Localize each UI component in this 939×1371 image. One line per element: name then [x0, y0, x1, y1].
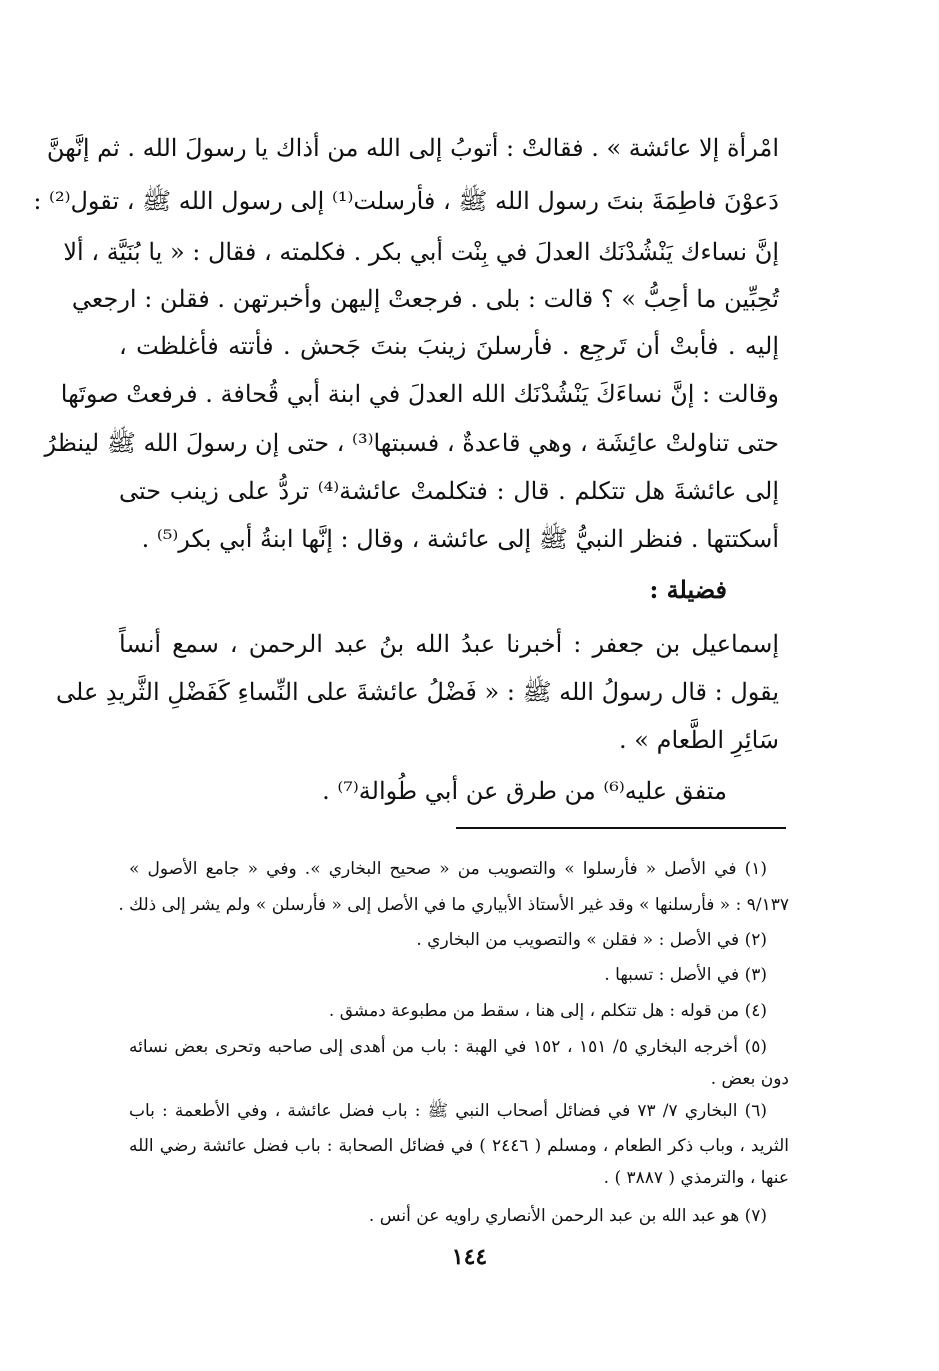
text-line: إليه . فأبتْ أن تَرجِع . فأرسلنَ زينبَ بنتَ جَحش . فأتته فأغلظت ،: [119, 332, 779, 360]
footnote-line: الثريد ، وباب ذكر الطعام ، ومسلم ( ٢٤٤٦ ) في فضائل الصحابة : باب فضل عائشة رضي الله: [129, 1136, 789, 1156]
text-line: وقالت : إنَّ نساءَكَ يَنْشُدْنَك الله العدلَ في ابنة أبي قُحافة . فرفعتْ صوتَها: [60, 380, 779, 408]
footnote-line: عنها ، والترمذي ( ٣٨٨٧ ) .: [603, 1168, 789, 1188]
text-line: أسكتتها . فنظر النبيُّ ﷺ إلى عائشة ، وقال : إنَّها ابنةُ أبي بكر⁽⁵⁾ .: [141, 525, 779, 553]
footnote-line: (٦) البخاري ٧/ ٧٣ في فضائل أصحاب النبي ﷺ : باب فضل عائشة ، وفي الأطعمة : باب: [129, 1101, 767, 1121]
footnote-line: (٧) هو عبد الله بن عبد الرحمن الأنصاري راويه عن أنس .: [368, 1206, 767, 1226]
footnote-line: ٩/١٣٧ : « فأرسلنها » وقد غير الأستاذ الأبياري ما في الأصل إلى « فأرسلن » ولم يشر إلى ذلك .: [118, 895, 789, 915]
page-number: ١٤٤: [451, 1244, 488, 1270]
footnote-line: (١) في الأصل « فأرسلوا » والتصويب من « صحيح البخاري ». وفي « جامع الأصول »: [129, 859, 767, 879]
text-line: متفق عليه⁽⁶⁾ من طرق عن أبي طُوالة⁽⁷⁾ .: [322, 777, 727, 805]
footnote-divider: [456, 827, 786, 829]
text-line: إنَّ نساءك يَنْشُدْنَك العدلَ في بِنْت أبي بكر . فكلمته ، فقال : « يا بُنَيَّة ، ألا: [63, 238, 779, 266]
text-line: دَعوْنَ فاطِمَةَ بنتَ رسول الله ﷺ ، فأرسلت⁽¹⁾ إلى رسول الله ﷺ ، تقول⁽²⁾ :: [33, 187, 779, 215]
text-line: إلى عائشةَ هل تتكلم . قال : فتكلمتْ عائشة⁽⁴⁾ تردُّ على زينب حتى: [119, 477, 779, 505]
footnote-line: (٢) في الأصل : « فقلن » والتصويب من البخاري .: [416, 930, 767, 950]
footnote-line: دون بعض .: [710, 1069, 789, 1089]
section-heading: فضيلة :: [649, 575, 727, 604]
text-line: امْرأة إلا عائشة » . فقالتْ : أتوبُ إلى الله من أذاك يا رسولَ الله . ثم إنَّهنَّ: [46, 134, 779, 162]
text-line: حتى تناولتْ عائِشَة ، وهي قاعدةٌ ، فسبتها⁽³⁾ ، حتى إن رسولَ الله ﷺ لينظرُ: [44, 429, 779, 457]
text-line: سَائِرِ الطَّعام » .: [619, 726, 779, 754]
footnote-line: (٣) في الأصل : تسبها .: [604, 965, 767, 985]
text-line: يقول : قال رسولُ الله ﷺ : « فَضْلُ عائشةَ على النِّساءِ كَفَضْلِ الثَّريدِ على: [56, 678, 779, 706]
footnote-line: (٤) من قوله : هل تتكلم ، إلى هنا ، سقط من مطبوعة دمشق .: [328, 1001, 767, 1021]
footnote-line: (٥) أخرجه البخاري ٥/ ١٥١ ، ١٥٢ في الهبة : باب من أهدى إلى صاحبه وتحرى بعض نسائه: [129, 1037, 767, 1057]
text-line: إسماعيل بن جعفر : أخبرنا عبدُ الله بنُ عبد الرحمن ، سمع أنساً: [119, 630, 779, 658]
text-line: تُحِبِّين ما أحِبُّ » ؟ قالت : بلى . فرجعتْ إليهن وأخبرتهن . فقلن : ارجعي: [71, 285, 779, 313]
